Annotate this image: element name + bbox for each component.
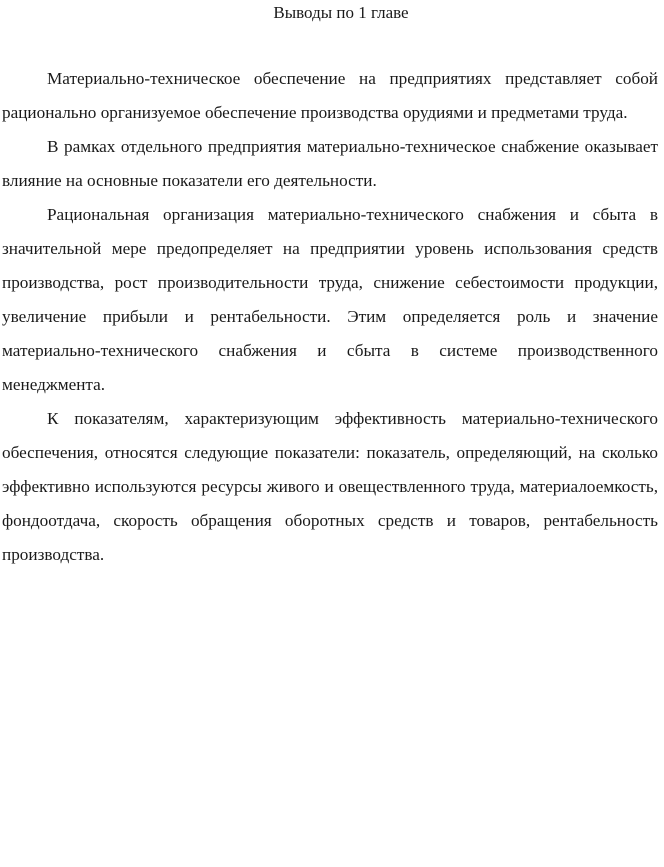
paragraph-efficiency-indicators: К показателям, характеризующим эффективность материально-технического обеспечения, относятся следующие показатели: показатель, определяющий, на сколько эффективно используются ресурсы живого и овеществленного труда, материалоемкость, фондоотдача, скорость обращения оборотных средств и товаров, рентабельность производства. bbox=[2, 409, 658, 564]
chapter-conclusions-heading: Выводы по 1 главе bbox=[273, 3, 409, 22]
paragraph-rational-organization: Рациональная организация материально-технического снабжения и сбыта в значительной мере предопределяет на предприятии уровень использования средств производства, рост производительности труда, снижение себестоимости продукции, увеличение прибыли и рентабельности. Этим определяется роль и значение материально-технического снабжения и сбыта в системе производственного менеджмента. bbox=[2, 205, 658, 394]
paragraph-material-supply-definition: Материально-техническое обеспечение на предприятиях представляет собой рационально организуемое обеспечение производства орудиями и предметами труда. bbox=[2, 69, 658, 122]
document-body bbox=[2, 62, 658, 572]
paragraph-supply-influence: В рамках отдельного предприятия материально-техническое снабжение оказывает влияние на основные показатели его деятельности. bbox=[2, 137, 658, 190]
